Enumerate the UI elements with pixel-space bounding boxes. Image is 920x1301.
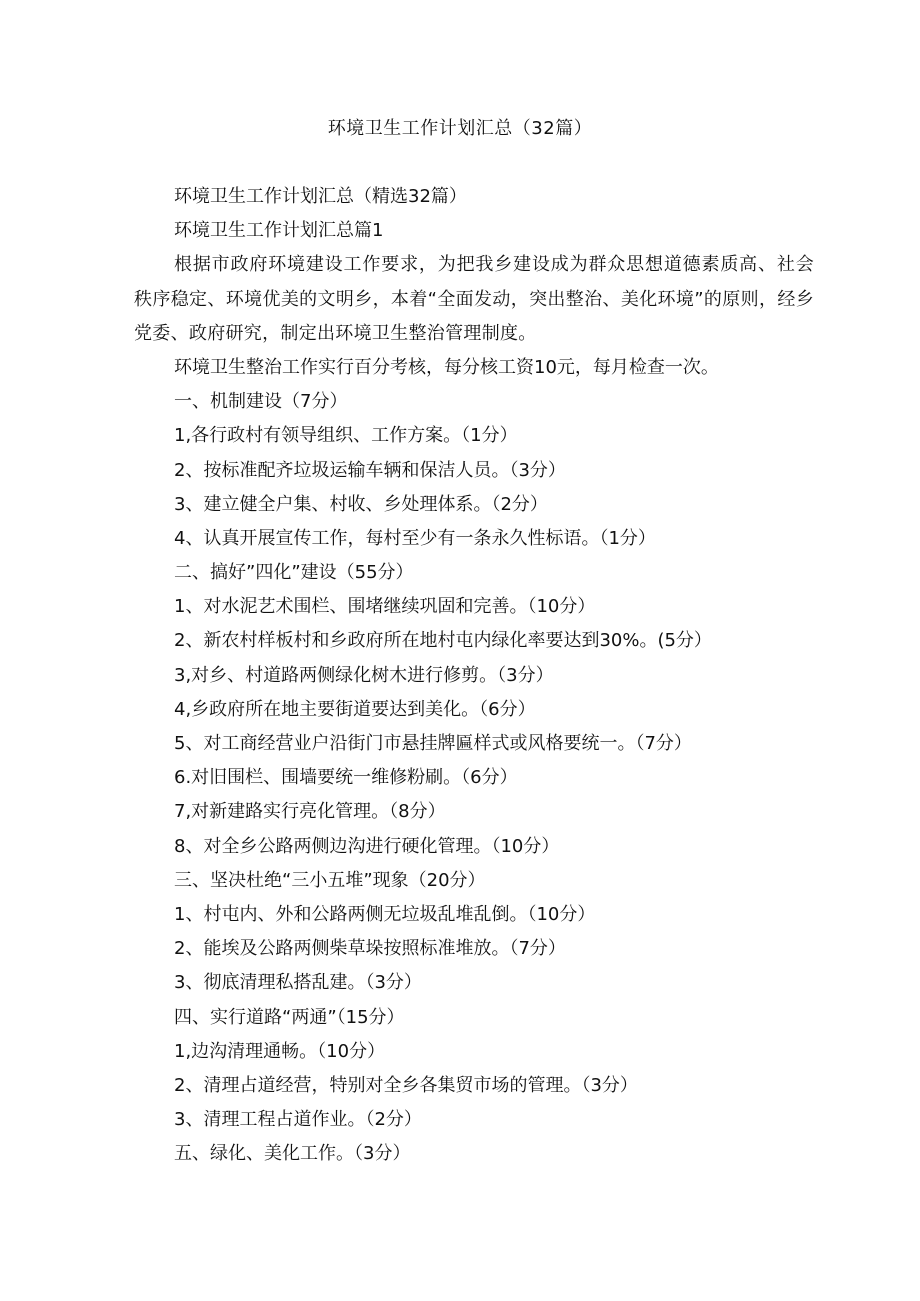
text-line: 3、清理工程占道作业。（2分） (174, 1109, 422, 1131)
text-line: 四、实行道路“两通”（15分） (174, 1006, 405, 1028)
text-line: 8、对全乡公路两侧边沟进行硬化管理。（10分） (174, 835, 560, 857)
assessment-line: 环境卫生整治工作实行百分考核，每分核工资10元，每月检查一次。 (174, 356, 719, 378)
text-line: 3,对乡、村道路两侧绿化树木进行修剪。（3分） (174, 664, 554, 686)
section-heading: 环境卫生工作计划汇总篇1 (174, 220, 384, 242)
document-subtitle: 环境卫生工作计划汇总（精选32篇） (174, 186, 467, 207)
document-title: 环境卫生工作计划汇总（32篇） (327, 118, 593, 139)
text-line: 1,边沟清理通畅。（10分） (174, 1040, 386, 1062)
text-line: 1,各行政村有领导组织、工作方案。（1分） (174, 425, 518, 447)
text-line: 2、新农村样板村和乡政府所在地村屯内绿化率要达到30%。(5分） (174, 630, 712, 652)
text-line: 一、机制建设（7分） (174, 391, 348, 413)
text-line: 五、绿化、美化工作。（3分） (174, 1143, 411, 1165)
text-line: 4,乡政府所在地主要街道要达到美化。（6分） (174, 698, 536, 720)
text-line: 三、坚决杜绝“三小五堆”现象（20分） (174, 869, 486, 891)
document-body (134, 180, 814, 1171)
text-line: 2、清理占道经营，特别对全乡各集贸市场的管理。（3分） (174, 1074, 638, 1096)
text-line: 二、搞好”四化”建设（55分） (174, 562, 414, 584)
text-line: 1、村屯内、外和公路两侧无垃圾乱堆乱倒。（10分） (174, 903, 596, 925)
text-line: 2、能埃及公路两侧柴草垛按照标准堆放。（7分） (174, 938, 566, 960)
text-line: 6.对旧围栏、围墙要统一维修粉刷。（6分） (174, 767, 518, 789)
text-line: 2、按标准配齐垃圾运输车辆和保洁人员。（3分） (174, 459, 566, 481)
text-line: 7,对新建路实行亮化管理。（8分） (174, 801, 446, 823)
intro-paragraph: 根据市政府环境建设工作要求，为把我乡建设成为群众思想道德素质高、社会秩序稳定、环境优美的文明乡，本着“全面发动，突出整治、美化环境”的原则，经乡党委、政府研究，制定出环境卫生整治管理制度。 (134, 254, 814, 344)
text-line: 1、对水泥艺术围栏、围堵继续巩固和完善。（10分） (174, 596, 596, 618)
text-line: 3、建立健全户集、村收、乡处理体系。（2分） (174, 493, 548, 515)
text-line: 3、彻底清理私搭乱建。（3分） (174, 972, 422, 994)
text-line: 4、认真开展宣传工作，每村至少有一条永久性标语。（1分） (174, 527, 656, 549)
text-line: 5、对工商经营业户沿街门市悬挂牌匾样式或风格要统一。（7分） (174, 733, 692, 755)
